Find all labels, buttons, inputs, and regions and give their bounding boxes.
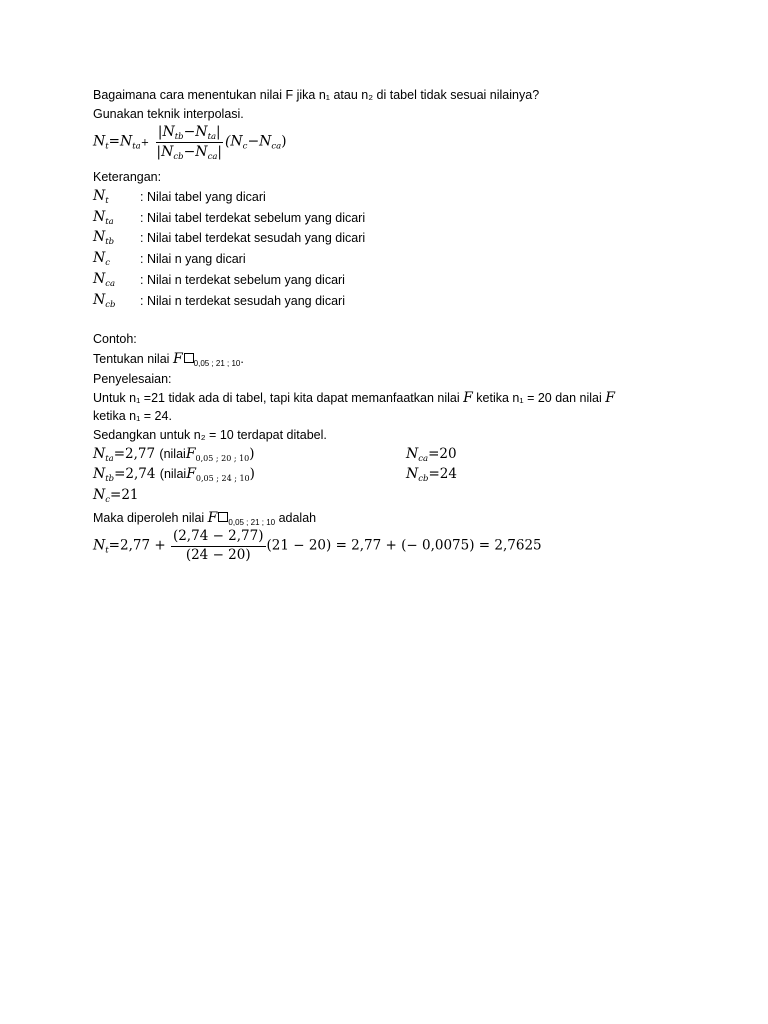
placeholder-box-icon	[218, 512, 228, 522]
value-ntb: $N_{tb}=2,74$ (nilaiF$_{0,05 ; 24 ; 10}$)	[93, 466, 255, 484]
legend-description: : Nilai n terdekat sesudah yang dicari	[140, 294, 345, 308]
untuk-line-2: ketika n₁ = 24.	[93, 409, 172, 423]
untuk-line-1: Untuk n₁ =21 tidak ada di tabel, tapi kita dapat memanfaatkan nilai F ketika n₁ = 20 dan nilai F	[93, 390, 615, 406]
value-nc: $N_c=21$	[93, 487, 139, 505]
value-nta: $N_{ta}=2,77$ (nilaiF$_{0,05 ; 20 ; 10}$)	[93, 446, 255, 464]
contoh-label: Contoh:	[93, 332, 137, 346]
question-heading: Bagaimana cara menentukan nilai F jika n₁ atau n₂ di tabel tidak sesuai nilainya?	[93, 88, 540, 102]
keterangan-label: Keterangan:	[93, 170, 162, 184]
value-ncb: $N_{cb}=24$	[406, 466, 457, 484]
maka-line: Maka diperoleh nilai F $_{0,05 ; 21 ; 10}$ adalah	[93, 510, 317, 527]
legend-symbol: $N_{cb}$	[93, 292, 116, 310]
tentukan-line: Tentukan nilai F $_{0,05 ; 21 ; 10}$.	[93, 351, 244, 368]
legend-symbol: $N_c$	[93, 250, 111, 268]
legend-symbol: $N_{ca}$	[93, 271, 116, 289]
formula-fraction: $\frac{|N_{tb}-N_{ta}|}{|N_{cb}-N_{ca}|}$	[156, 124, 222, 162]
legend-description: : Nilai n terdekat sebelum yang dicari	[140, 273, 345, 287]
legend-symbol: $N_{tb}$	[93, 229, 115, 247]
placeholder-box-icon	[184, 353, 194, 363]
legend-description: : Nilai tabel yang dicari	[140, 190, 266, 204]
legend-symbol: $N_t$	[93, 188, 109, 206]
value-nca: $N_{ca}=20$	[406, 446, 457, 464]
penyelesaian-label: Penyelesaian:	[93, 372, 172, 386]
result-formula: $N_t=2,77$ + $\frac{(2,74 - 2,77)}{(24 - 20)}$ (21 − 20) = 2,77 + (− 0,0075) = 2,7625	[93, 528, 542, 563]
result-fraction: $\frac{(2,74 - 2,77)}{(24 - 20)}$	[172, 528, 264, 563]
interpolation-formula: $N_t=N_{ta}+$ $\frac{|N_{tb}-N_{ta}|}{|N_{cb}-N_{ca}|}$ $(N_c-N_{ca})$	[93, 124, 287, 162]
legend-description: : Nilai tabel terdekat sebelum yang dicari	[140, 211, 366, 225]
intro-text: Gunakan teknik interpolasi.	[93, 107, 244, 121]
legend-description: : Nilai n yang dicari	[140, 252, 246, 266]
sedangkan-line: Sedangkan untuk n₂ = 10 terdapat ditabel.	[93, 428, 327, 442]
legend-symbol: $N_{ta}$	[93, 209, 114, 227]
legend-description: : Nilai tabel terdekat sesudah yang dicari	[140, 231, 366, 245]
